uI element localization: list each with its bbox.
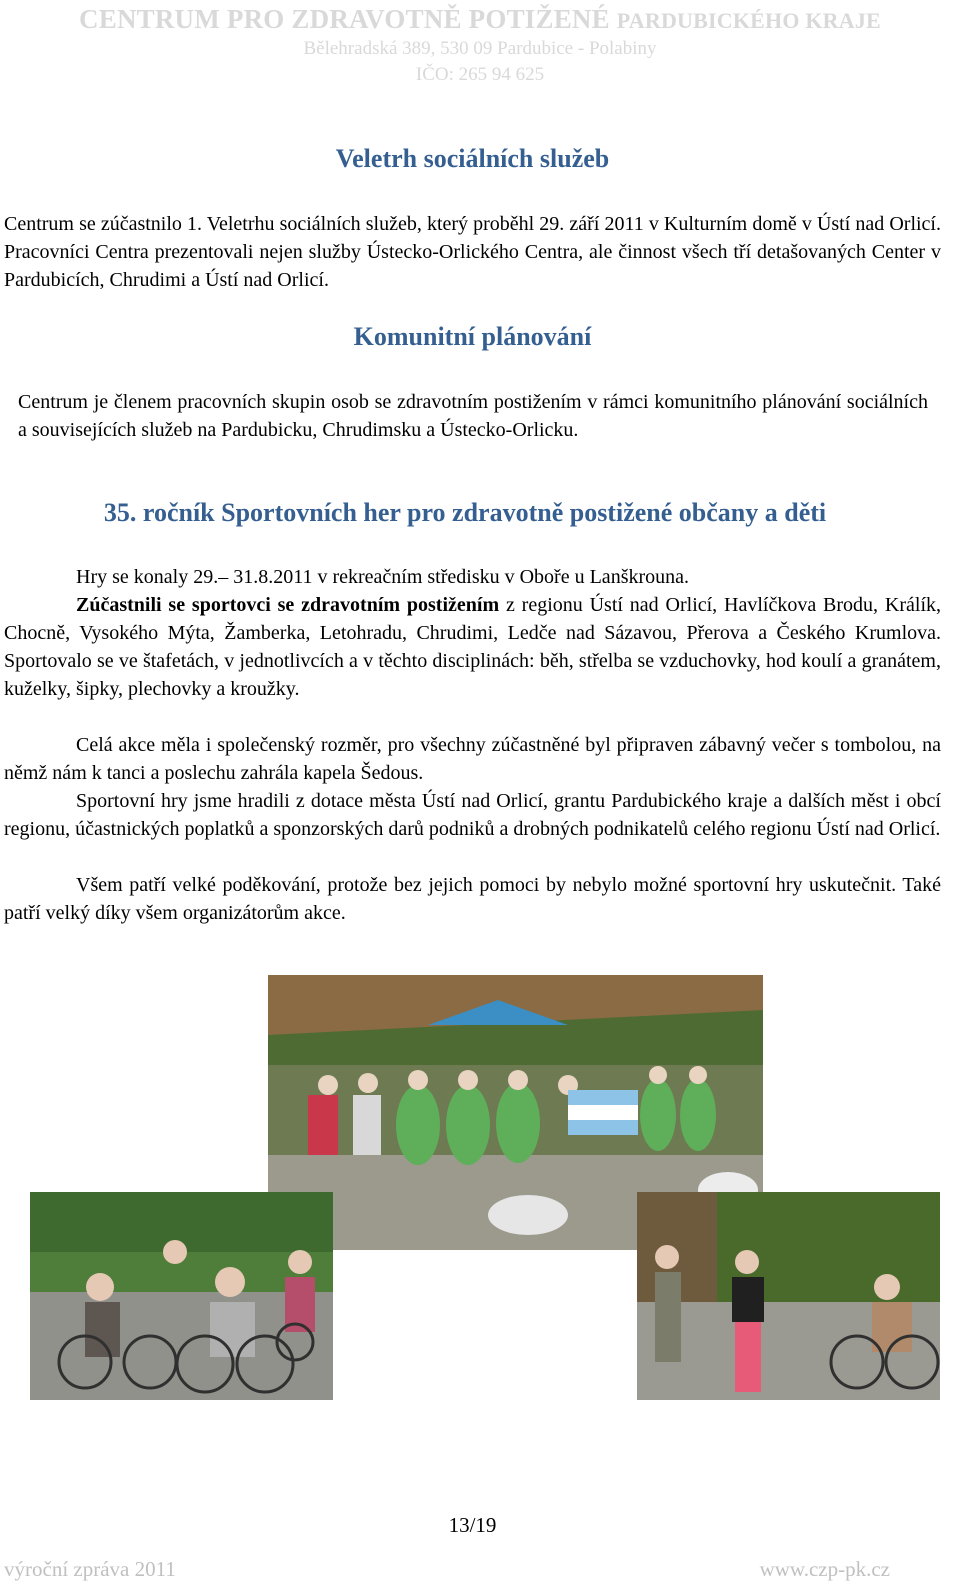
page-number: 13/19 [448,1513,497,1537]
paragraph-hry-participants [4,591,941,703]
photo-award-ceremony [637,1192,940,1400]
organization-name [0,4,960,35]
organization-ico: IČO: 265 94 625 [415,64,545,85]
section-title-komunitni: Komunitní plánování [353,322,592,351]
org-main: CENTRUM PRO ZDRAVOTNĚ POTIŽENÉ [79,4,610,34]
paragraph-komunitni: Centrum je členem pracovních skupin osob se zdravotním postižením v rámci komunitního plánování sociálních a souvisejících služeb na Pardubicku, Chrudimsku a Ústecko-Orlicku. [18,391,928,441]
footer-website: www.czp-pk.cz [759,1557,890,1581]
section-title-veletrh: Veletrh sociálních služeb [335,144,610,173]
paragraph-hry-funding: Sportovní hry jsme hradili z dotace města Ústí nad Orlicí, grantu Pardubického kraje a dalších měst i obcí regionu, účastnických poplatků a sponzorských darů podniků a drobných podnikatelů celého regionu Ústí nad Orlicí. [4,790,941,840]
paragraph-hry-thanks: Všem patří velké poděkování, protože bez jejich pomoci by nebylo možné sportovní hry uskutečnit. Také patří velký díky všem organizátorům akce. [4,874,941,924]
organization-address: Bělehradská 389, 530 09 Pardubice - Polabiny [303,38,657,59]
org-region: PARDUBICKÉHO KRAJE [616,8,881,33]
participants-bold: Zúčastnili se sportovci se zdravotním postižením [76,594,500,616]
section-title-hry: 35. ročník Sportovních her pro zdravotně postižené občany a děti [103,498,827,527]
footer-report-title: výroční zpráva 2011 [4,1557,176,1581]
photo-wheelchair-athletes [30,1192,333,1400]
paragraph-hry-evening: Celá akce měla i společenský rozměr, pro všechny zúčastněné byl připraven zábavný večer s tombolou, na němž nám k tanci a poslechu zahrála kapela Šedous. [4,734,941,784]
paragraph-hry-dates: Hry se konaly 29.– 31.8.2011 v rekreačním středisku v Oboře u Lanškrouna. [76,566,690,588]
paragraph-veletrh: Centrum se zúčastnilo 1. Veletrhu sociálních služeb, který proběhl 29. září 2011 v Kulturním domě v Ústí nad Orlicí. Pracovníci Centra prezentovali nejen služby Ústecko-Orlického Centra, ale činnost všech tří detašovaných Center v Pardubicích, Chrudimi a Ústí nad Orlicí. [4,213,941,291]
participants-rest: z regionu Ústí nad Orlicí, Havlíčkova Brodu, Králík, Chocně, Vysokého Mýta, Žamberka, Letohradu, Chrudimi, Ledče nad Sázavou, Přerova a Českého Krumlova. Sportovalo se ve štafetách, v jednotlivcích a v těchto disciplinách: běh, střelba se vzduchovky, hod koulí a granátem, kuželky, šipky, plechovky a kroužky. [4,594,941,700]
